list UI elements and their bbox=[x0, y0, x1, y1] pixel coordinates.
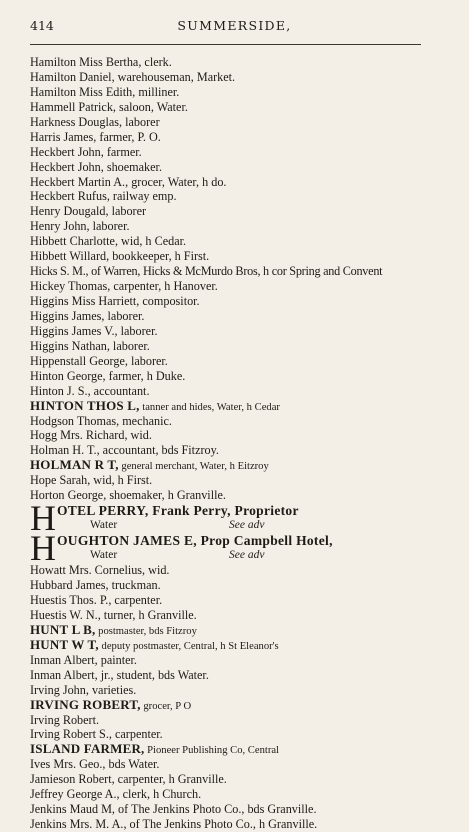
directory-entry: Hodgson Thomas, mechanic. bbox=[30, 413, 172, 428]
directory-entry: Higgins Miss Harriett, compositor. bbox=[30, 294, 200, 308]
directory-entry: Heckbert John, shoemaker. bbox=[30, 159, 162, 174]
directory-entry: Hubbard James, truckman. bbox=[30, 578, 161, 593]
directory-entry-bold bbox=[30, 638, 460, 653]
directory-entry: Harkness Douglas, laborer bbox=[30, 114, 160, 129]
entry-detail: deputy postmaster, Central, h St Eleanor's bbox=[98, 640, 279, 652]
page-number: 414 bbox=[30, 18, 54, 33]
directory-entry: Irving John, varieties. bbox=[30, 682, 137, 697]
see-adv-note: See adv bbox=[229, 549, 265, 562]
directory-entry: Irving Robert S., carpenter. bbox=[30, 727, 163, 742]
directory-entry-bold bbox=[30, 698, 460, 713]
entry-name: HUNT W T, bbox=[30, 636, 99, 652]
directory-entry: Heckbert Martin A., grocer, Water, h do. bbox=[30, 174, 227, 189]
directory-entry: Hinton George, farmer, h Duke. bbox=[30, 368, 186, 383]
directory-entry: Hicks S. M., of Warren, Hicks & McMurdo Bros, h cor Spring and Convent bbox=[30, 264, 383, 279]
entry-name: HOLMAN R T, bbox=[30, 457, 119, 473]
directory-entry: Hibbett Charlotte, wid, h Cedar. bbox=[30, 234, 187, 249]
see-adv-note: See adv bbox=[229, 519, 265, 532]
directory-entry-bold bbox=[30, 458, 460, 473]
directory-entry: Higgins Nathan, laborer. bbox=[30, 338, 150, 353]
directory-entry: Horton George, shoemaker, h Granville. bbox=[30, 488, 226, 503]
directory-entry-bold bbox=[30, 399, 460, 414]
advert-title: OUGHTON JAMES E, Prop Campbell Hotel, bbox=[57, 533, 333, 549]
directory-entry: Higgins James, laborer. bbox=[30, 308, 145, 323]
directory-entry: Heckbert Rufus, railway emp. bbox=[30, 189, 177, 204]
directory-entry: Higgins James V., laborer. bbox=[30, 323, 158, 338]
directory-entry: Hamilton Miss Bertha, clerk. bbox=[30, 55, 172, 69]
directory-entry: Hibbett Willard, bookkeeper, h First. bbox=[30, 249, 210, 264]
directory-entry: Inman Albert, painter. bbox=[30, 652, 137, 667]
directory-entry: Jenkins Mrs. M. A., of The Jenkins Photo Co., h Granville. bbox=[30, 817, 318, 832]
directory-entry: Henry Dougald, laborer bbox=[30, 204, 147, 219]
directory-entry: Hickey Thomas, carpenter, h Hanover. bbox=[30, 279, 218, 294]
directory-entry: Howatt Mrs. Cornelius, wid. bbox=[30, 563, 170, 578]
directory-entry-bold bbox=[30, 742, 460, 757]
entry-name: HUNT L B, bbox=[30, 621, 96, 637]
directory-entry: Hogg Mrs. Richard, wid. bbox=[30, 428, 152, 443]
entry-detail: postmaster, bds Fitzroy bbox=[95, 625, 197, 637]
directory-entry: Harris James, farmer, P. O. bbox=[30, 129, 161, 144]
directory-entry: Huestis Thos. P., carpenter. bbox=[30, 593, 163, 607]
directory-entries bbox=[30, 55, 460, 832]
running-head: SUMMERSIDE, bbox=[177, 18, 292, 33]
directory-entry: Hippenstall George, laborer. bbox=[30, 353, 168, 368]
directory-entry: Jamieson Robert, carpenter, h Granville. bbox=[30, 772, 227, 787]
hotel-advert bbox=[30, 498, 460, 539]
entry-name: HINTON THOS L, bbox=[30, 397, 140, 413]
directory-entry: Hamilton Miss Edith, milliner. bbox=[30, 84, 180, 99]
header-rule bbox=[30, 44, 421, 45]
directory-entry: Hamilton Daniel, warehouseman, Market. bbox=[30, 69, 236, 84]
entry-detail: general merchant, Water, h Eitzroy bbox=[118, 461, 269, 473]
directory-entry: Huestis W. N., turner, h Granville. bbox=[30, 607, 197, 622]
directory-entry: Hope Sarah, wid, h First. bbox=[30, 473, 153, 488]
advert-title: OTEL PERRY, Frank Perry, Proprietor bbox=[57, 503, 299, 519]
directory-entry: Henry John, laborer. bbox=[30, 219, 130, 234]
directory-entry: Irving Robert. bbox=[30, 712, 100, 727]
advert-street: Water bbox=[90, 549, 118, 562]
directory-entry: Inman Albert, jr., student, bds Water. bbox=[30, 667, 209, 682]
directory-entry: Hinton J. S., accountant. bbox=[30, 383, 150, 398]
entry-detail: tanner and hides, Water, h Cedar bbox=[139, 401, 280, 413]
directory-entry: Holman H. T., accountant, bds Fitzroy. bbox=[30, 443, 219, 458]
directory-entry: Hammell Patrick, saloon, Water. bbox=[30, 99, 188, 114]
directory-entry: Jeffrey George A., clerk, h Church. bbox=[30, 787, 202, 802]
entry-name: IRVING ROBERT, bbox=[30, 696, 141, 712]
directory-entry: Ives Mrs. Geo., bds Water. bbox=[30, 757, 160, 772]
entry-name: ISLAND FARMER, bbox=[30, 741, 145, 757]
drop-cap: H bbox=[30, 498, 56, 539]
directory-entry-bold bbox=[30, 623, 460, 638]
directory-entry: Heckbert John, farmer. bbox=[30, 144, 142, 159]
advert-street: Water bbox=[90, 519, 118, 532]
directory-entry: Jenkins Maud M, of The Jenkins Photo Co., bds Granville. bbox=[30, 802, 317, 817]
entry-detail: grocer, P O bbox=[140, 700, 192, 712]
hotel-advert bbox=[30, 528, 460, 569]
page-header bbox=[30, 18, 439, 38]
entry-detail: Pioneer Publishing Co, Central bbox=[144, 745, 279, 757]
drop-cap: H bbox=[30, 528, 56, 569]
